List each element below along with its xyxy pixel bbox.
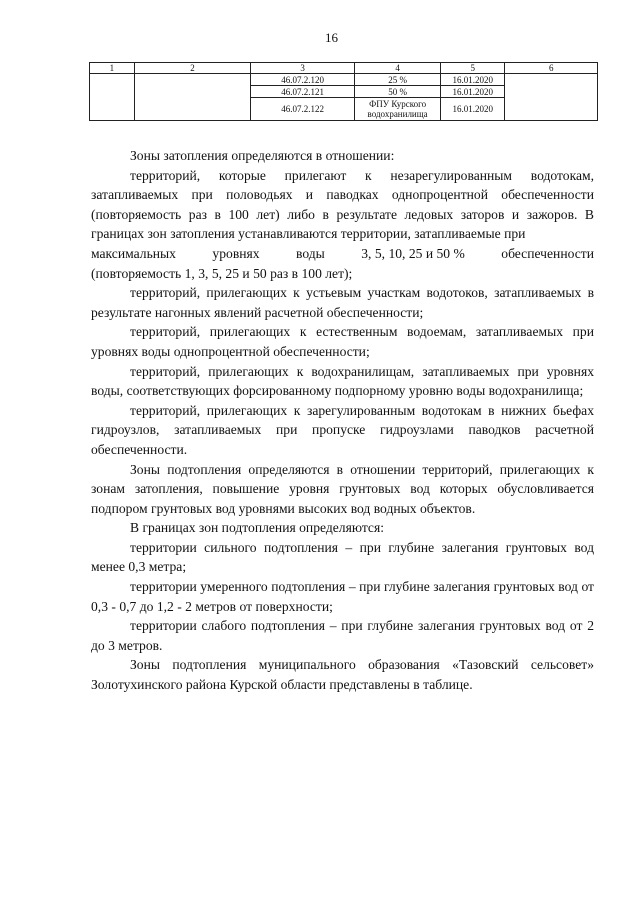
header-cell: 5: [441, 63, 505, 74]
paragraph: территорий, прилегающих к устьевым участкам водотоков, затапливаемых в результате нагонных явлений расчетной обеспеченности;: [91, 285, 594, 320]
word: обеспеченности: [501, 245, 594, 261]
paragraph: территорий, прилегающих к зарегулированным водотокам в нижних бьефах гидроузлов, затапливаемых при пропуске гидроузлами паводков расчетной обеспеченности.: [91, 402, 594, 457]
table-cell-empty: [134, 74, 250, 121]
header-cell: 1: [90, 63, 135, 74]
table-cell-empty: [90, 74, 135, 121]
header-cell: 6: [505, 63, 598, 74]
header-cell: 2: [134, 63, 250, 74]
word: 3, 5, 10, 25 и 50 %: [361, 245, 465, 261]
paragraph: В границах зон подтопления определяются:: [130, 520, 384, 536]
justified-line: [91, 244, 594, 264]
data-table: [89, 62, 598, 121]
table-cell-date: 16.01.2020: [441, 86, 505, 98]
table-cell-value: 50 %: [355, 86, 441, 98]
header-cell: 3: [251, 63, 355, 74]
paragraph: территории слабого подтопления – при глубине залегания грунтовых вод от 2 до 3 метров.: [91, 618, 594, 653]
table-cell-code: 46.07.2.120: [251, 74, 355, 86]
table-cell-code: 46.07.2.121: [251, 86, 355, 98]
paragraph: Зоны затопления определяются в отношении:: [130, 148, 395, 163]
paragraph: территорий, которые прилегают к незарегулированным водотокам, затапливаемых при половодьях и паводках однопроцентной обеспеченности (повторяемость раз в 100 лет) либо в результате ледовых заторов и зажоров. В границах зон затопления устанавливаются территории, затапливаемые при: [91, 167, 594, 242]
table-cell-value: 25 %: [355, 74, 441, 86]
table-row: [90, 74, 598, 86]
table-cell-date: 16.01.2020: [441, 98, 505, 121]
word: максимальных: [91, 245, 176, 261]
paragraph: Зоны подтопления определяются в отношении территорий, прилегающих к зонам затопления, повышение уровня грунтовых вод которых обусловливается подпором грунтовых вод уровнями высоких вод водных объектов.: [91, 461, 594, 516]
paragraph: Зоны подтопления муниципального образования «Тазовский сельсовет» Золотухинского района Курской области представлены в таблице.: [91, 657, 594, 693]
word: уровнях: [212, 245, 260, 261]
body-text: [91, 146, 594, 695]
table-cell-value: ФПУ Курского водохранилища: [355, 98, 441, 121]
header-cell: 4: [355, 63, 441, 74]
table-header-row: [90, 63, 598, 74]
table-cell-code: 46.07.2.122: [251, 98, 355, 121]
paragraph: территорий, прилегающих к естественным водоемам, затапливаемых при уровнях воды однопроцентной обеспеченности;: [91, 324, 594, 359]
paragraph: территорий, прилегающих к водохранилищам, затапливаемых при уровнях воды, соответствующих форсированному подпорному уровню воды водохранилища;: [91, 363, 594, 399]
page-number: 16: [325, 30, 338, 45]
paragraph: территории умеренного подтопления – при глубине залегания грунтовых вод от 0,3 - 0,7 до 1,2 - 2 метров от поверхности;: [91, 579, 594, 614]
paragraph: (повторяемость 1, 3, 5, 25 и 50 раз в 100 лет);: [91, 265, 353, 281]
table-cell-date: 16.01.2020: [441, 74, 505, 86]
paragraph: территории сильного подтопления – при глубине залегания грунтовых вод менее 0,3 метра;: [91, 539, 594, 575]
table-cell-empty: [505, 74, 598, 121]
word: воды: [296, 245, 325, 261]
